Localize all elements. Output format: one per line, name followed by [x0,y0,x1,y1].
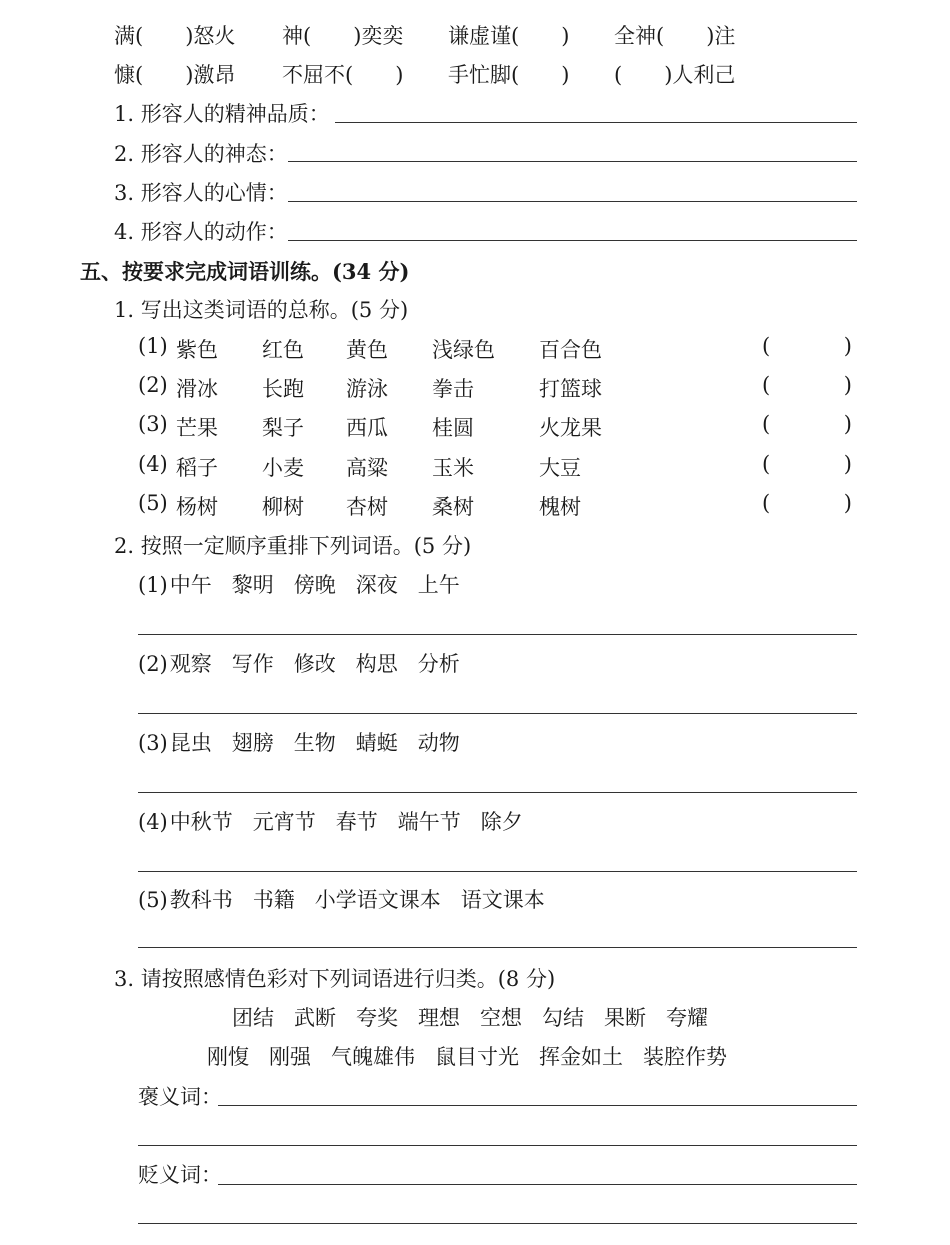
word: 紫色 [176,338,218,362]
word: 深夜 [355,573,398,597]
word: 打篮球 [539,377,602,401]
word: 玉米 [432,456,474,480]
idiom-item: 全神( )注 [614,24,736,48]
word: 槐树 [539,495,581,519]
row-number: (2) [138,373,168,397]
word: 浅绿色 [432,338,495,362]
word-bank-row-2 [207,1041,727,1071]
word: 中午 [169,573,212,597]
word: 动物 [417,731,460,755]
word: 生物 [293,731,336,755]
answer-line[interactable] [218,1184,857,1185]
group-row: (4) 稻子 小麦 高粱 玉米 大豆 ( ) [138,452,852,480]
row-number: (3) [138,731,168,755]
answer-line[interactable] [138,947,857,948]
classify-label-4: 4. 形容人的动作： [114,220,288,244]
word: 芒果 [176,416,218,440]
word: 元宵节 [252,810,316,834]
answer-line[interactable] [288,240,857,241]
word: 分析 [417,652,460,676]
word: 气魄雄伟 [331,1045,415,1069]
word: 中秋节 [169,810,233,834]
word: 拳击 [432,377,474,401]
word: 大豆 [539,456,581,480]
word: 稻子 [176,456,218,480]
word: 春节 [335,810,378,834]
word: 小学语文课本 [314,888,441,912]
group-row: (3) 芒果 梨子 西瓜 桂圆 火龙果 ( ) [138,412,852,440]
word: 杏树 [346,495,388,519]
row-number: (4) [138,452,168,476]
idiom-item: 不屈不( ) [282,63,404,87]
idiom-item: ( )人利己 [614,63,736,87]
answer-line[interactable] [138,634,857,635]
word: 武断 [294,1006,336,1030]
word: 翅膀 [231,731,274,755]
answer-line[interactable] [138,713,857,714]
word: 桑树 [432,495,474,519]
answer-line[interactable] [138,1223,857,1224]
idiom-item: 满( )怒火 [114,24,236,48]
question-title: 3. 请按照感情色彩对下列词语进行归类。(8 分) [114,967,556,991]
idiom-item: 谦虚谨( ) [448,24,570,48]
word: 夸奖 [356,1006,398,1030]
word: 游泳 [346,377,388,401]
word: 写作 [231,652,274,676]
reorder-row [138,884,545,914]
word: 西瓜 [346,416,388,440]
word: 柳树 [262,495,304,519]
word-bank-row-1 [232,1002,708,1032]
reorder-row [138,727,460,757]
word: 刚愎 [207,1045,249,1069]
row-number: (5) [138,888,168,912]
answer-line[interactable] [138,792,857,793]
word: 教科书 [169,888,233,912]
question-title: 1. 写出这类词语的总称。(5 分) [114,298,409,322]
word: 空想 [480,1006,522,1030]
classify-label-2: 2. 形容人的神态： [114,142,288,166]
word: 理想 [418,1006,460,1030]
answer-line[interactable] [138,1145,857,1146]
answer-line[interactable] [288,161,857,162]
question-title: 2. 按照一定顺序重排下列词语。(5 分) [114,534,472,558]
reorder-row [138,648,460,678]
word: 黄色 [346,338,388,362]
group-row: (2) 滑冰 长跑 游泳 拳击 打篮球 ( ) [138,373,852,401]
answer-line[interactable] [335,122,857,123]
word: 桂圆 [432,416,474,440]
word: 红色 [262,338,304,362]
classify-label-3: 3. 形容人的心情： [114,181,288,205]
word: 语文课本 [460,888,545,912]
word: 刚强 [269,1045,311,1069]
word: 小麦 [262,456,304,480]
word: 梨子 [262,416,304,440]
group-row: (1) 紫色 红色 黄色 浅绿色 百合色 ( ) [138,334,852,362]
word: 挥金如土 [539,1045,623,1069]
word: 修改 [293,652,336,676]
word: 百合色 [539,338,602,362]
word: 滑冰 [176,377,218,401]
derogatory-label: 贬义词： [138,1163,222,1187]
answer-line[interactable] [138,871,857,872]
word: 昆虫 [169,731,212,755]
row-number: (5) [138,491,168,515]
word: 构思 [355,652,398,676]
word: 夸耀 [666,1006,708,1030]
word: 装腔作势 [643,1045,727,1069]
idiom-item: 慷( )激昂 [114,63,236,87]
row-number: (3) [138,412,168,436]
row-number: (1) [138,334,168,358]
word: 除夕 [480,810,523,834]
answer-line[interactable] [218,1105,857,1106]
group-row: (5) 杨树 柳树 杏树 桑树 槐树 ( ) [138,491,852,519]
word: 火龙果 [539,416,602,440]
row-number: (2) [138,652,168,676]
reorder-row [138,806,523,836]
row-number: (4) [138,810,168,834]
idiom-item: 神( )奕奕 [282,24,404,48]
commendatory-label: 褒义词： [138,1085,222,1109]
word: 团结 [232,1006,274,1030]
row-number: (1) [138,573,168,597]
reorder-row [138,569,460,599]
word: 黎明 [231,573,274,597]
answer-line[interactable] [288,201,857,202]
word: 高粱 [346,456,388,480]
word: 果断 [604,1006,646,1030]
word: 勾结 [542,1006,584,1030]
word: 端午节 [397,810,461,834]
word: 杨树 [176,495,218,519]
word: 鼠目寸光 [435,1045,519,1069]
idiom-item: 手忙脚( ) [448,63,570,87]
word: 长跑 [262,377,304,401]
word: 蜻蜓 [355,731,398,755]
classify-label-1: 1. 形容人的精神品质： [114,102,330,126]
word: 傍晚 [293,573,336,597]
word: 上午 [417,573,460,597]
word: 观察 [169,652,212,676]
section-title: 五、按要求完成词语训练。(34 分) [80,259,410,284]
word: 书籍 [252,888,295,912]
